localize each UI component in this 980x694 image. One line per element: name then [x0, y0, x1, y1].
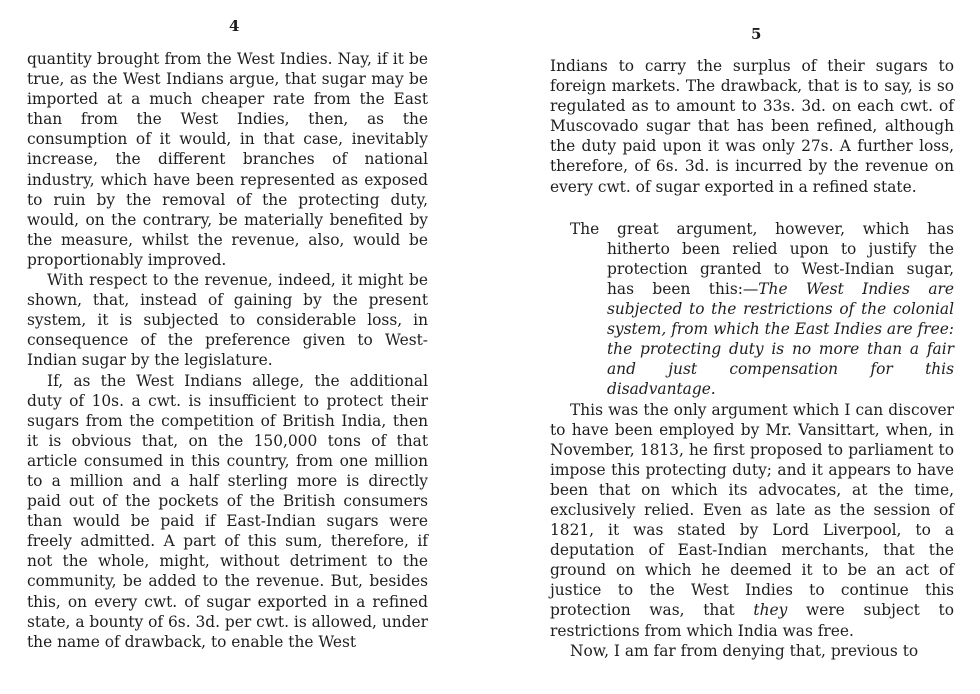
page-number-right: 5 [751, 25, 762, 43]
left-paragraph-2: With respect to the revenue, indeed, it might be shown, that, instead of gaining by the present system, it is subjected to considerable loss, in consequence of the preference given to West-Indian sugar by the legislature. [27, 271, 428, 370]
right-text-column [550, 56, 954, 661]
right-page [490, 0, 980, 694]
page-number-left: 4 [229, 17, 240, 35]
paragraph-3-text-b: were subject to restrictions from which India was free. [550, 601, 954, 640]
paragraph-3-text-a: This was the only argument which I can discover to have been employed by Mr. Vansittart, when, in November, 1813, he first proposed to parliament to impose this protecting duty; and it appears to have been that on which its advocates, at the time, exclusively relied. Even as late as the session of 1821, it was stated by Lord Liverpool, to a deputation of East-Indian merchants, that the ground on which he deemed it to be an act of justice to the West Indies to continue this protection was, that [550, 400, 954, 620]
right-paragraph-3 [550, 400, 954, 641]
paragraph-3-emphasis: they [753, 601, 788, 620]
right-paragraph-4: Now, I am far from denying that, previous to [570, 641, 919, 660]
block-quote [550, 219, 954, 400]
left-paragraph-1: quantity brought from the West Indies. Nay, if it be true, as the West Indians argue, that sugar may be imported at a much cheaper rate from the East than from the West Indies, then, as the consumption of it would, in that case, inevitably increase, the different branches of national industry, which have been represented as exposed to ruin by the removal of the protecting duty, would, on the contrary, be materially benefited by the measure, whilst the revenue, also, would be proportionably improved. [27, 50, 428, 269]
quote-intro: The great argument, however, which has hitherto been relied upon to justify the protection granted to West-Indian sugar, has been this:— [570, 219, 954, 298]
left-text-column [27, 49, 428, 652]
paragraph-gap [550, 197, 954, 219]
left-paragraph-3: If, as the West Indians allege, the additional duty of 10s. a cwt. is insufficient to protect their sugars from the competition of British India, then it is obvious that, on the 150,000 tons of that article consumed in this country, from one million to a million and a half sterling more is directly paid out of the pockets of the British consumers than would be paid if East-Indian sugars were freely admitted. A part of this sum, therefore, if not the whole, might, without detriment to the community, be added to the revenue. But, besides this, on every cwt. of sugar exported in a refined state, a bounty of 6s. 3d. per cwt. is allowed, under the name of drawback, to enable the West [27, 371, 428, 651]
right-paragraph-1: Indians to carry the surplus of their sugars to foreign markets. The drawback, that is to say, is so regulated as to amount to 33s. 3d. on each cwt. of Muscovado sugar that has been refined, although the duty paid upon it was only 27s. A further loss, therefore, of 6s. 3d. is incurred by the revenue on every cwt. of sugar exported in a refined state. [550, 57, 954, 196]
quote-italic-text: The West Indies are subjected to the restrictions of the colonial system, from which the East Indies are free: the protecting duty is no more than a fair and just compensation for this disadvantage. [607, 279, 954, 399]
